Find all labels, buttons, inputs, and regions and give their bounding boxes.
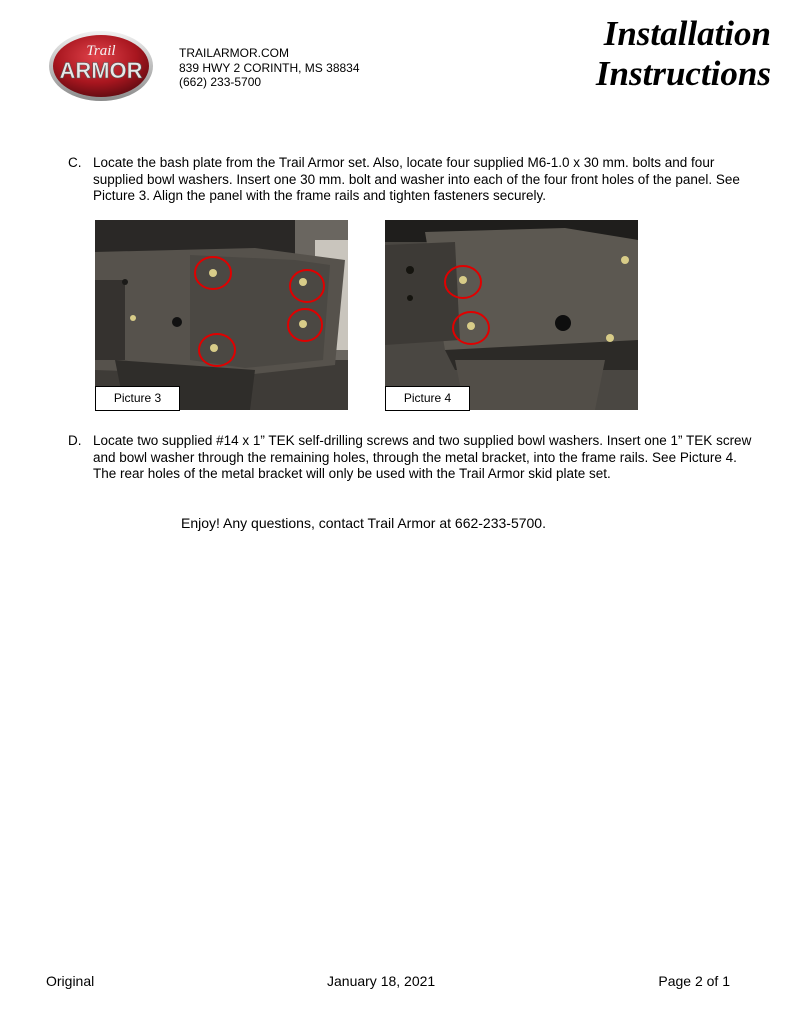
page-title xyxy=(596,14,771,94)
closing-note: Enjoy! Any questions, contact Trail Armor at 662-233-5700. xyxy=(181,515,546,531)
svg-text:ARMOR: ARMOR xyxy=(59,58,143,83)
step-letter: C. xyxy=(68,155,82,170)
svg-text:Trail: Trail xyxy=(86,43,116,59)
footer-page-number: Page 2 of 1 xyxy=(658,973,730,989)
company-phone: (662) 233-5700 xyxy=(179,75,262,89)
step-letter: D. xyxy=(68,433,82,448)
step-text: Locate the bash plate from the Trail Armor set. Also, locate four supplied M6-1.0 x 30 mm. bolts and four supplied bowl washers. Insert one 30 mm. bolt and washer into each of the four front holes of the panel. See Picture 3. Align the panel with the frame rails and tighten fasteners securely. xyxy=(93,155,740,203)
picture-4-photo xyxy=(385,220,638,410)
company-info xyxy=(179,46,360,90)
title-line1: Installation xyxy=(603,14,771,53)
picture-4-caption: Picture 4 xyxy=(385,386,470,411)
trail-armor-logo xyxy=(48,30,154,102)
footer-revision: Original xyxy=(46,973,95,989)
company-website: TRAILARMOR.COM xyxy=(179,46,290,60)
picture-3-photo xyxy=(95,220,348,410)
title-line2: Instructions xyxy=(595,54,771,93)
step-text: Locate two supplied #14 x 1” TEK self-drilling screws and two supplied bowl washers. Insert one 1” TEK screw and bowl washer through the remaining holes, through the metal bracket, into the frame rails. See Picture 4. The rear holes of the metal bracket will only be used with the Trail Armor skid plate set. xyxy=(93,433,752,481)
step-c xyxy=(68,155,758,205)
footer-date: January 18, 2021 xyxy=(327,973,436,989)
company-address: 839 HWY 2 CORINTH, MS 38834 xyxy=(179,60,360,75)
step-d xyxy=(68,433,758,483)
picture-3-caption: Picture 3 xyxy=(95,386,180,411)
